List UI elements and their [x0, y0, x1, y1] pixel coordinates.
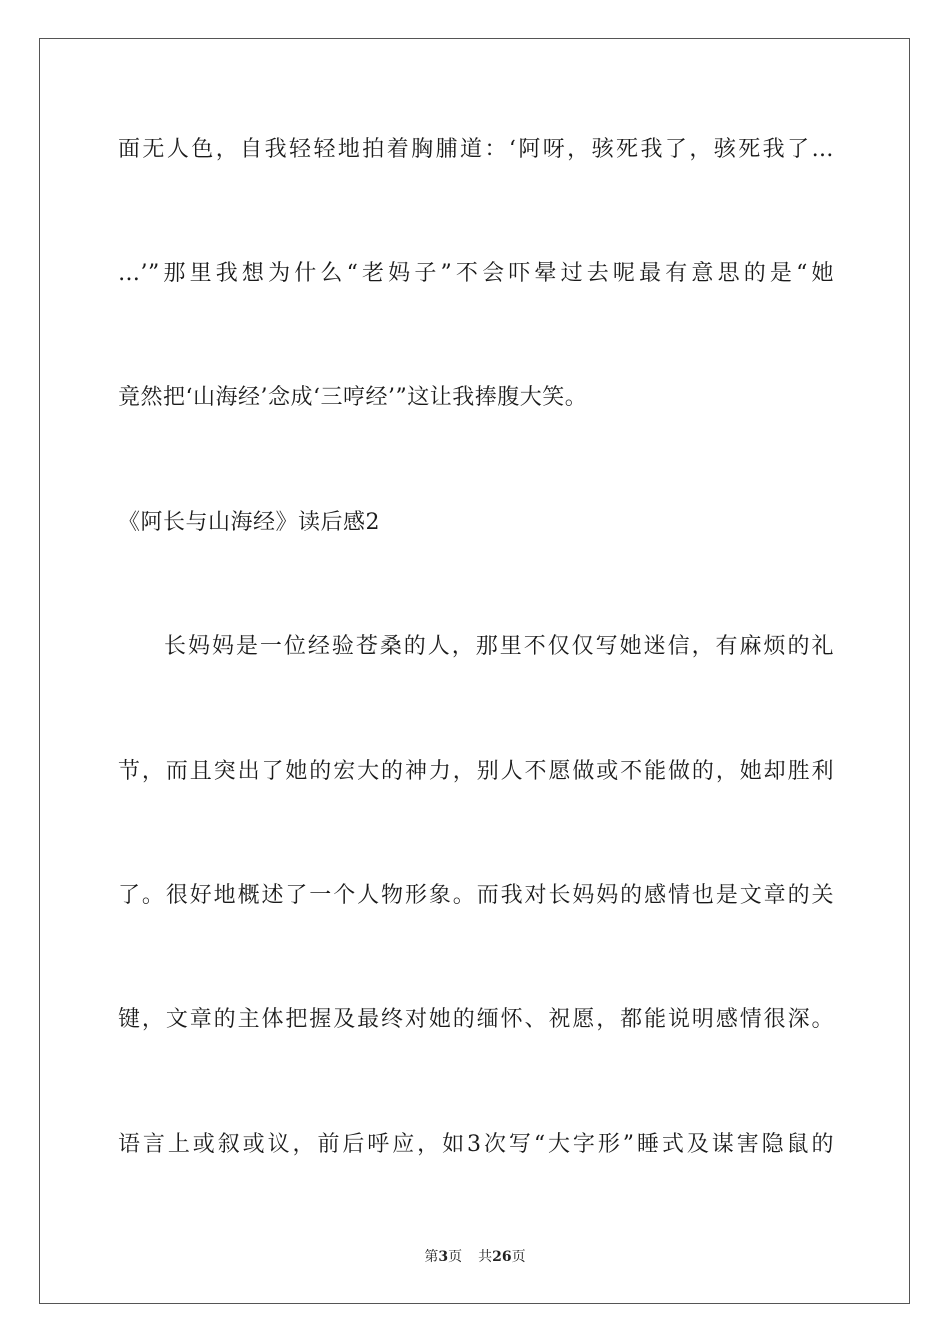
footer-total-prefix: 共 — [478, 1249, 493, 1265]
body-line-1: 面无人色，自我轻轻地拍着胸脯道：‘阿呀，骇死我了，骇死我了… — [118, 137, 834, 162]
footer-current-page: 3 — [438, 1249, 449, 1265]
body-line-2: …’”那里我想为什么“老妈子”不会吓晕过去呢最有意思的是“她 — [118, 261, 834, 286]
footer-page-suffix: 页 — [448, 1249, 463, 1265]
footer-total-pages: 26 — [492, 1249, 512, 1265]
footer-total-suffix: 页 — [511, 1249, 526, 1265]
section-heading: 《阿长与山海经》读后感2 — [118, 510, 380, 535]
footer-page-prefix: 第 — [424, 1249, 439, 1265]
page-footer — [0, 1247, 950, 1267]
body-line-3: 竟然把‘山海经’念成‘三哼经’”这让我捧腹大笑。 — [118, 385, 588, 410]
body-line-7: 键，文章的主体把握及最终对她的缅怀、祝愿，都能说明感情很深。 — [118, 1007, 834, 1032]
page-frame — [39, 38, 910, 1304]
body-line-8: 语言上或叙或议，前后呼应，如3次写“大字形”睡式及谋害隐鼠的 — [118, 1132, 834, 1157]
body-line-6: 了。很好地概述了一个人物形象。而我对长妈妈的感情也是文章的关 — [118, 883, 834, 908]
body-line-5: 节，而且突出了她的宏大的神力，别人不愿做或不能做的，她却胜利 — [118, 759, 834, 784]
body-line-4: 长妈妈是一位经验苍桑的人，那里不仅仅写她迷信，有麻烦的礼 — [164, 634, 834, 659]
